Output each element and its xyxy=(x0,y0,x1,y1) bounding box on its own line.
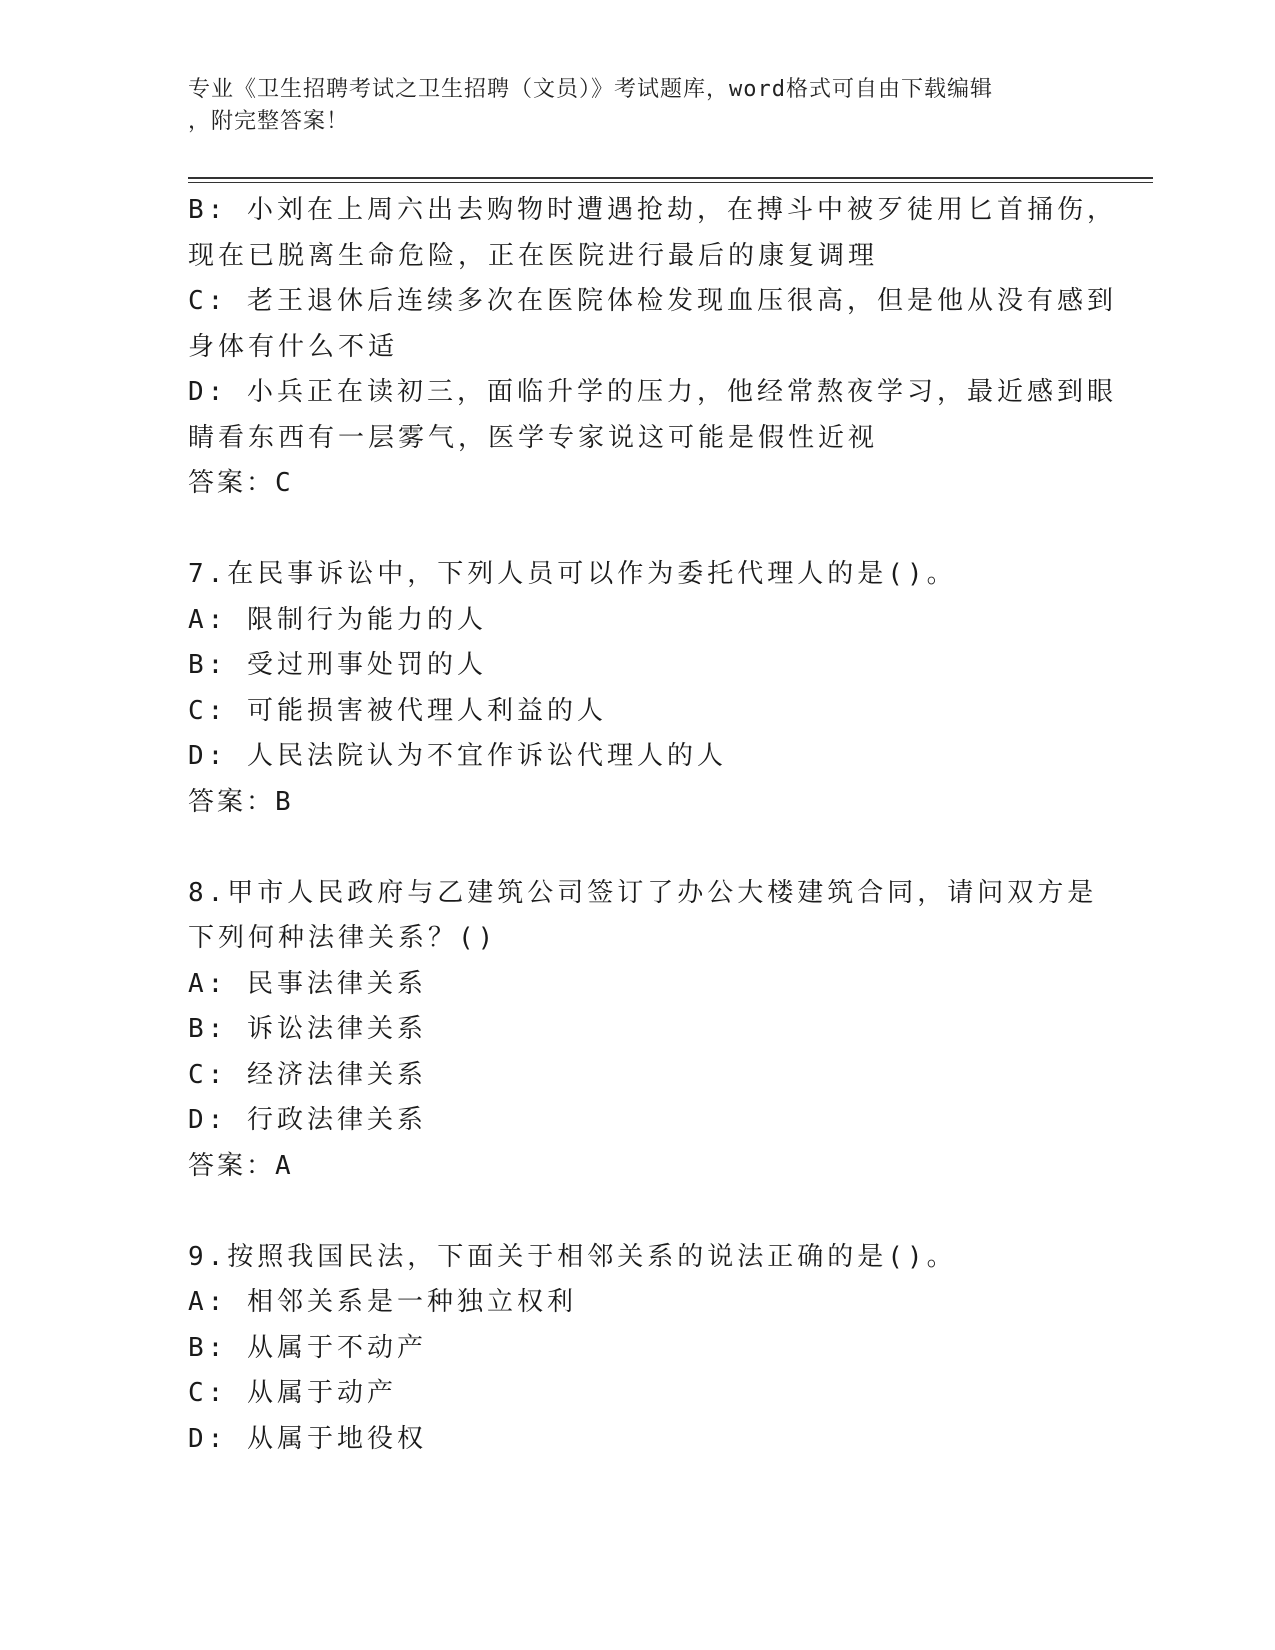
q7-question: 7.在民事诉讼中，下列人员可以作为委托代理人的是()。 xyxy=(188,559,957,589)
header-line-2: ，附完整答案！ xyxy=(188,109,350,134)
q9-option-d: D: 从属于地役权 xyxy=(188,1423,427,1454)
q9-option-b: B: 从属于不动产 xyxy=(188,1332,427,1363)
q6-answer-label: 答案： xyxy=(188,468,276,498)
q8-question-line-1: 8.甲市人民政府与乙建筑公司签订了办公大楼建筑合同，请问双方是 xyxy=(188,877,1098,908)
q9-option-a: A: 相邻关系是一种独立权利 xyxy=(188,1287,577,1317)
q6-option-b-line-1: B: 小刘在上周六出去购物时遭遇抢劫，在搏斗中被歹徒用匕首捅伤， xyxy=(188,195,1117,225)
q6-option-c-line-2: 身体有什么不适 xyxy=(188,331,399,362)
header-divider-thin xyxy=(188,182,1153,183)
q9-option-c: C: 从属于动产 xyxy=(188,1378,397,1408)
document-body xyxy=(188,188,1117,1462)
q7-option-a: A: 限制行为能力的人 xyxy=(188,604,487,635)
header-divider-thick xyxy=(188,177,1153,179)
header-line-1: 专业《卫生招聘考试之卫生招聘（文员）》考试题库，word格式可自由下载编辑 xyxy=(188,77,993,102)
q6-option-b-line-2: 现在已脱离生命危险，正在医院进行最后的康复调理 xyxy=(188,240,879,271)
question-7 xyxy=(188,552,1088,825)
q8-answer xyxy=(188,1144,1088,1190)
q7-option-b: B: 受过刑事处罚的人 xyxy=(188,650,487,680)
q8-answer-label: 答案： xyxy=(188,1150,276,1181)
q9-question: 9.按照我国民法，下面关于相邻关系的说法正确的是()。 xyxy=(188,1241,957,1272)
q8-question-line-2: 下列何种法律关系？() xyxy=(188,923,498,953)
spacer xyxy=(188,507,1088,553)
q7-option-d: D: 人民法院认为不宜作诉讼代理人的人 xyxy=(188,741,727,771)
q7-answer xyxy=(188,780,1088,826)
q8-option-d: D: 行政法律关系 xyxy=(188,1105,427,1135)
spacer xyxy=(188,1189,1088,1235)
question-9 xyxy=(188,1235,1088,1463)
q7-answer-label: 答案： xyxy=(188,786,276,817)
document-header xyxy=(188,74,1068,138)
q8-answer-value: A xyxy=(275,1150,293,1181)
q8-option-c: C: 经济法律关系 xyxy=(188,1059,427,1090)
q8-option-b: B: 诉讼法律关系 xyxy=(188,1014,427,1044)
q6-option-c-line-1: C: 老王退休后连续多次在医院体检发现血压很高，但是他从没有感到 xyxy=(188,286,1117,316)
q6-answer xyxy=(188,461,1088,507)
q6-option-d-line-1: D: 小兵正在读初三，面临升学的压力，他经常熬夜学习，最近感到眼 xyxy=(188,377,1117,407)
spacer xyxy=(188,825,1088,871)
q7-answer-value: B xyxy=(275,786,293,817)
q7-option-c: C: 可能损害被代理人利益的人 xyxy=(188,695,607,726)
question-8 xyxy=(188,871,1098,1190)
q6-option-d-line-2: 睛看东西有一层雾气，医学专家说这可能是假性近视 xyxy=(188,422,879,453)
q8-option-a: A: 民事法律关系 xyxy=(188,968,427,999)
q6-answer-value: C xyxy=(275,468,293,498)
question-6 xyxy=(188,188,1117,507)
